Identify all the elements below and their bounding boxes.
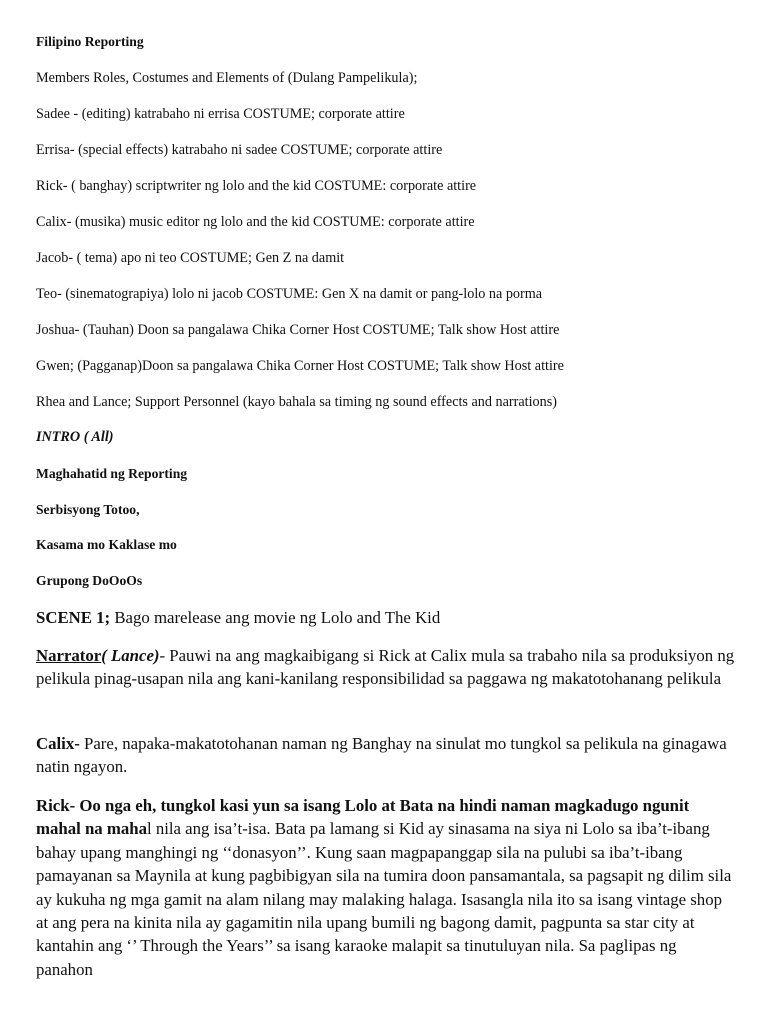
member-line: Gwen; (Pagganap)Doon sa pangalawa Chika Corner Host COSTUME; Talk show Host attire	[36, 358, 564, 374]
intro-heading: INTRO ( All)	[36, 429, 114, 445]
document-title: Filipino Reporting	[36, 34, 144, 49]
scene-label: SCENE 1;	[36, 608, 111, 627]
calix-text: Pare, napaka-makatotohanan naman ng Banghay na sinulat mo tungkol sa pelikula na ginagawa natin ngayon.	[36, 734, 727, 777]
members-heading: Members Roles, Costumes and Elements of (Dulang Pampelikula);	[36, 70, 418, 86]
member-line: Calix- (musika) music editor ng lolo and the kid COSTUME: corporate attire	[36, 214, 475, 230]
intro-line: Maghahatid ng Reporting	[36, 466, 188, 481]
scene-description: Bago marelease ang movie ng Lolo and The Kid	[110, 608, 441, 627]
calix-paragraph	[36, 732, 736, 779]
calix-label: Calix-	[36, 734, 80, 753]
narrator-text: - Pauwi na ang magkaibigang si Rick at Calix mula sa trabaho nila sa produksiyon ng pelikula pinag-usapan nila ang kani-kanilang responsibilidad sa paggawa ng makatotohanang pelikula	[36, 646, 735, 689]
rick-paragraph	[36, 794, 736, 981]
narrator-paragraph	[36, 644, 736, 691]
rick-label: Rick- Oo nga eh, tungkol kasi yun sa isang Lolo at Bata na hindi naman magkadugo ngunit mahal na maha	[36, 796, 690, 839]
rick-text: l nila ang isa’t-isa. Bata pa lamang si Kid ay sinasama na siya ni Lolo sa iba’t-ibang bahay upang manghingi ng ‘‘donasyon’’. Kung saan magpapanggap sila na pulubi sa iba’t-ibang pamayanan sa Maynila at kung pagbibigyan sila na tumira doon pansamantala, sa pagsapit ng dilim sila ay kukuha ng mga gamit na alam nilang may malaking halaga. Isasangla nila ito sa isang vintage shop at ang pera na kinita nila ay gagamitin nila upang bumili ng bagong damit, pagpunta sa star city at kantahin ang ‘’ Through the Years’’ sa isang karaoke malapit sa tinutuluyan nila. Sa paglipas ng panahon	[36, 819, 732, 979]
member-line: Jacob- ( tema) apo ni teo COSTUME; Gen Z na damit	[36, 250, 345, 266]
member-line: Rhea and Lance; Support Personnel (kayo bahala sa timing ng sound effects and narrations)	[36, 394, 557, 410]
member-line: Rick- ( banghay) scriptwriter ng lolo and the kid COSTUME: corporate attire	[36, 178, 477, 194]
narrator-label: Narrator	[36, 646, 102, 665]
member-line: Sadee - (editing) katrabaho ni errisa COSTUME; corporate attire	[36, 106, 405, 122]
intro-line: Grupong DoOoOs	[36, 573, 143, 588]
scene-heading	[36, 606, 736, 629]
member-line: Joshua- (Tauhan) Doon sa pangalawa Chika Corner Host COSTUME; Talk show Host attire	[36, 322, 560, 338]
member-line: Teo- (sinematograpiya) lolo ni jacob COSTUME: Gen X na damit or pang-lolo na porma	[36, 286, 543, 302]
intro-line: Serbisyong Totoo,	[36, 502, 140, 517]
intro-line: Kasama mo Kaklase mo	[36, 537, 177, 552]
member-line: Errisa- (special effects) katrabaho ni sadee COSTUME; corporate attire	[36, 142, 443, 158]
narrator-name: ( Lance)	[101, 646, 160, 665]
